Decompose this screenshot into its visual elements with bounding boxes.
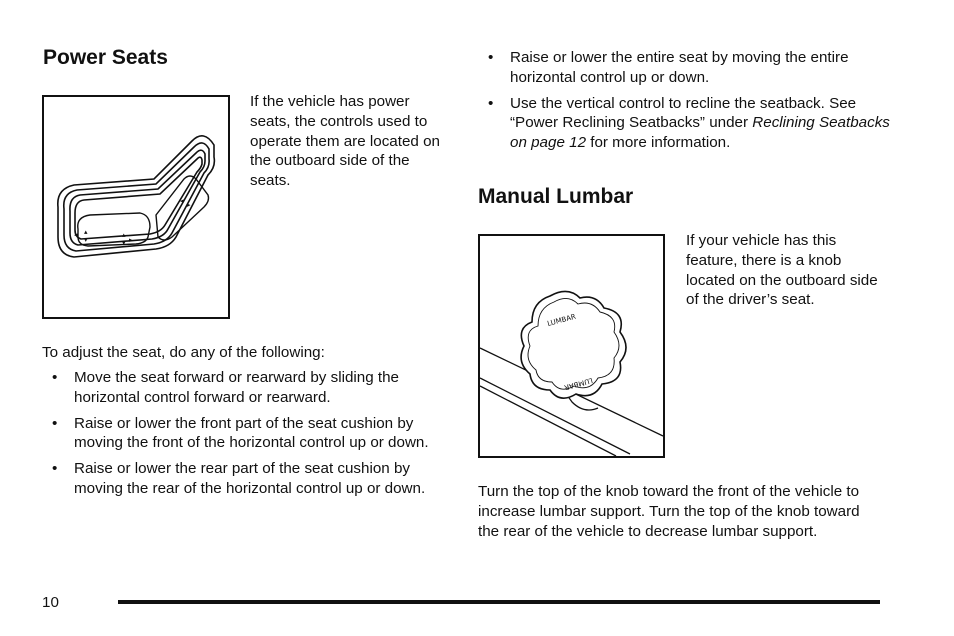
manual-lumbar-heading: Manual Lumbar (478, 185, 634, 208)
power-seats-bullet-list (42, 368, 442, 505)
page-number: 10 (42, 594, 59, 611)
list-item: • Raise or lower the rear part of the seat cushion by moving the rear of the horizontal control up or down. (52, 460, 426, 497)
svg-text:▴: ▴ (84, 228, 88, 236)
svg-text:◂: ◂ (74, 231, 78, 239)
list-item: • Move the seat forward or rearward by sliding the horizontal control forward or rearward. (52, 369, 399, 406)
bullet-text: Move the seat forward or rearward by sliding the horizontal control forward or rearward. (74, 369, 399, 406)
bullet-text (510, 95, 890, 152)
svg-text:▾: ▾ (84, 236, 88, 244)
knob-label-bottom: LUMBAR (563, 376, 594, 392)
bullet-text-before: Use the vertical control to recline the seatback. See “Power Reclining Seatbacks” under (510, 94, 857, 132)
list-item: • Raise or lower the front part of the seat cushion by moving the front of the horizontal control up or down. (52, 414, 429, 452)
bullet-text: Raise or lower the entire seat by moving the entire horizontal control up or down. (510, 49, 849, 86)
bullet-text: Raise or lower the rear part of the seat cushion by moving the rear of the horizontal control up or down. (74, 460, 426, 497)
knob-label-top: LUMBAR (546, 312, 577, 328)
power-seat-controls-figure (42, 95, 230, 319)
cross-reference-link[interactable]: Reclining Seatbacks on page 12 (510, 114, 890, 152)
lumbar-knob-figure (478, 234, 665, 458)
bullet-text: Raise or lower the front part of the seat cushion by moving the front of the horizontal control up or down. (74, 414, 429, 452)
power-seats-heading: Power Seats (43, 46, 168, 69)
seat-adjust-bullet-list (478, 48, 893, 159)
svg-text:▾: ▾ (122, 239, 126, 247)
svg-text:▸: ▸ (129, 236, 133, 244)
power-seats-intro: If the vehicle has power seats, the controls used to operate them are located on the outboard side of the seats. (250, 93, 440, 190)
svg-text:▴: ▴ (122, 231, 126, 239)
manual-lumbar-instructions: Turn the top of the knob toward the front of the vehicle to increase lumbar support. Turn the top of the knob toward the rear of the vehicle to decrease lumbar support. (478, 483, 860, 540)
list-item: • Use the vertical control to recline the seatback. See “Power Reclining Seatbacks” under Reclining Seatbacks on page 12 for more information. (488, 94, 890, 152)
svg-text:◂: ◂ (180, 197, 184, 205)
lumbar-knob-illustration (480, 236, 663, 456)
footer-rule (118, 600, 880, 604)
list-item: • Raise or lower the entire seat by moving the entire horizontal control up or down. (488, 49, 849, 86)
svg-text:▸: ▸ (187, 201, 191, 209)
manual-lumbar-intro: If your vehicle has this feature, there is a knob located on the outboard side of the driver’s seat. (686, 232, 878, 309)
bullet-text-after: for more information. (586, 134, 731, 152)
power-seat-controls-illustration (44, 97, 228, 317)
adjust-seat-lead: To adjust the seat, do any of the following: (42, 344, 325, 361)
